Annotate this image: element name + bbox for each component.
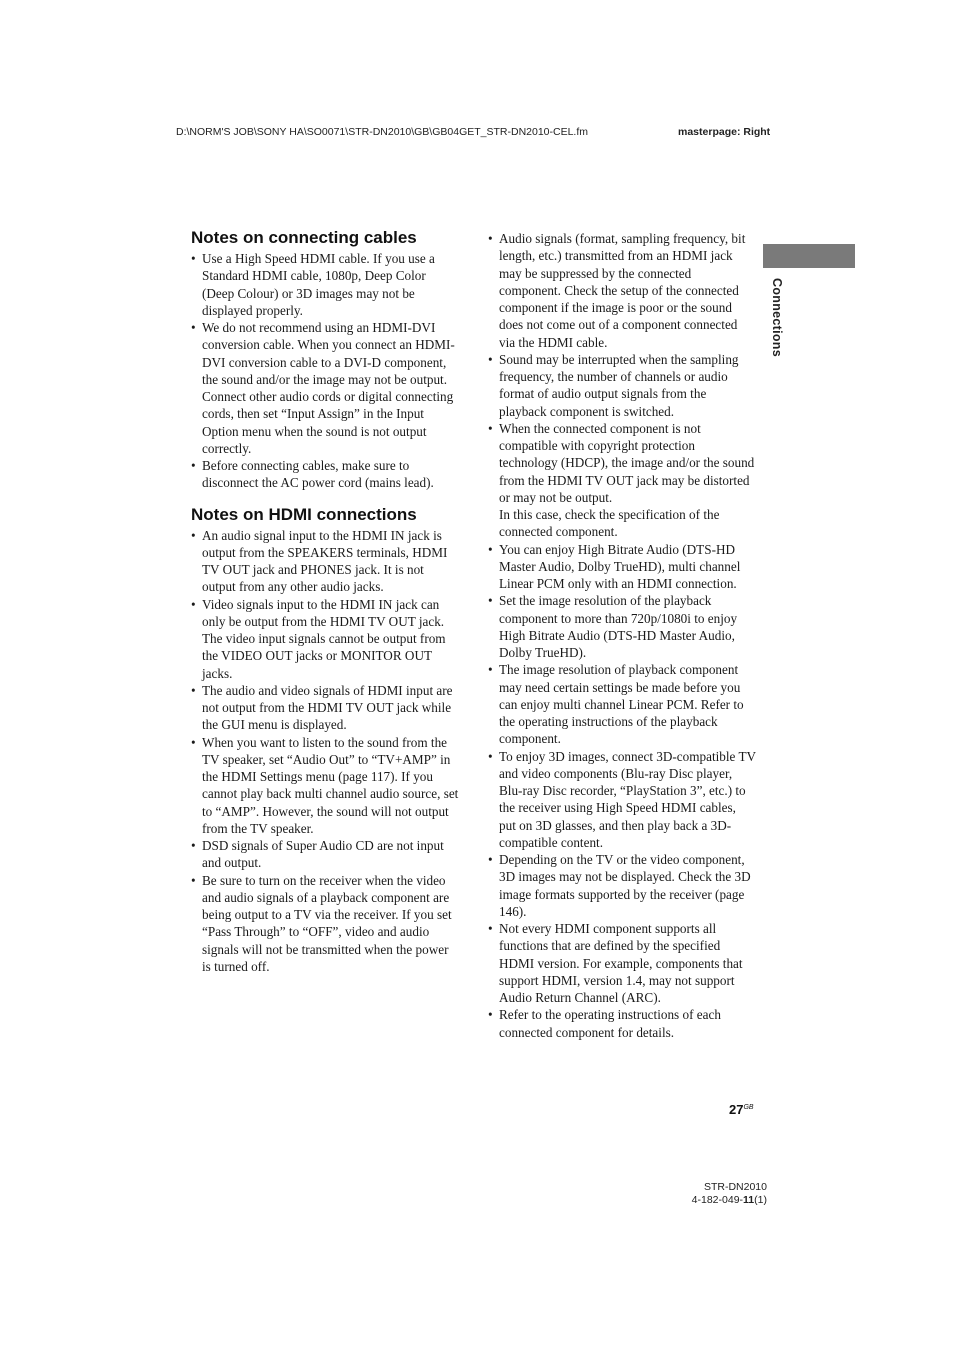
list-item: • Depending on the TV or the video component, 3D images may not be displayed. Check the 3D image formats supported by the receiver (page 146). <box>488 851 756 920</box>
list-item: • Be sure to turn on the receiver when the video and audio signals of a playback component are being output to a TV via the receiver. If you set “Pass Through” to “OFF”, video and audio signals will not be transmitted when the power is turned off. <box>191 872 459 976</box>
footer-model-info <box>692 1181 767 1207</box>
list-item: • The image resolution of playback component may need certain settings be made before you can enjoy multi channel Linear PCM. Refer to the operating instructions of the playback component. <box>488 661 756 747</box>
list-item: • An audio signal input to the HDMI IN jack is output from the SPEAKERS terminals, HDMI TV OUT jack and PHONES jack. It is not output from any other audio jacks. <box>191 527 459 596</box>
file-path-header: D:\NORM'S JOB\SONY HA\SO0071\STR-DN2010\GB\GB04GET_STR-DN2010-CEL.fm <box>176 126 589 138</box>
footer-code <box>692 1194 767 1207</box>
footer-code-bold: 11 <box>743 1194 755 1206</box>
page-number-suffix: GB <box>743 1104 754 1111</box>
right-column <box>488 230 756 1041</box>
list-item: • Sound may be interrupted when the sampling frequency, the number of channels or audio format of audio output signals from the playback component is switched. <box>488 351 756 420</box>
list-item: • Set the image resolution of the playback component to more than 720p/1080i to enjoy High Bitrate Audio (DTS-HD Master Audio, Dolby TrueHD). <box>488 592 756 661</box>
connecting-cables-list <box>191 250 459 492</box>
list-item: • We do not recommend using an HDMI-DVI conversion cable. When you connect an HDMI-DVI conversion cable to a DVI-D component, the sound and/or the image may not be output. Connect other audio cords or digital connecting cords, then set “Input Assign” in the Input Option menu when the sound is not output correctly. <box>191 319 459 457</box>
section-title-hdmi-connections: Notes on HDMI connections <box>191 504 417 524</box>
list-item: • You can enjoy High Bitrate Audio (DTS-HD Master Audio, Dolby TrueHD), multi channel Linear PCM only with an HDMI connection. <box>488 541 756 593</box>
hdmi-notes-continued-list <box>488 230 756 1041</box>
list-item: • Use a High Speed HDMI cable. If you use a Standard HDMI cable, 1080p, Deep Color (Deep Colour) or 3D images may not be displayed properly. <box>191 250 459 319</box>
section-title-connecting-cables: Notes on connecting cables <box>191 228 417 247</box>
section-tab-label: Connections <box>770 278 784 357</box>
list-item: • Video signals input to the HDMI IN jack can only be output from the HDMI TV OUT jack. The video input signals cannot be output from the VIDEO OUT jacks or MONITOR OUT jacks. <box>191 596 459 682</box>
list-item: • Not every HDMI component supports all functions that are defined by the specified HDMI version. For example, components that support HDMI, version 1.4, may not support Audio Return Channel (ARC). <box>488 920 756 1006</box>
page-number <box>729 1102 754 1117</box>
list-item: • Audio signals (format, sampling frequency, bit length, etc.) transmitted from an HDMI jack may be suppressed by the connected component. Check the setup of the connected component if the image is poor or the sound does not come out of a component connected via the HDMI cable. <box>488 230 756 351</box>
list-item: • Before connecting cables, make sure to disconnect the AC power cord (mains lead). <box>191 457 459 492</box>
hdmi-connections-list <box>191 527 459 976</box>
hdcp-note-followup: In this case, check the specification of the connected component. <box>499 507 720 540</box>
left-column <box>191 228 459 975</box>
list-item: • DSD signals of Super Audio CD are not input and output. <box>191 837 459 872</box>
hdcp-note-text: When the connected component is not compatible with copyright protection technology (HDCP), the image and/or the sound from the HDMI TV OUT jack may be distorted or may not be output. <box>499 420 755 505</box>
list-item: • When you want to listen to the sound from the TV speaker, set “Audio Out” to “TV+AMP” in the HDMI Settings menu (page 117). If you cannot play back multi channel audio source, set to “AMP”. However, the sound will not output from the TV speaker. <box>191 734 459 838</box>
list-item <box>488 420 756 541</box>
page-number-value: 27 <box>729 1102 744 1117</box>
list-item: • Refer to the operating instructions of each connected component for details. <box>488 1006 756 1041</box>
footer-code-suffix: (1) <box>754 1194 767 1206</box>
footer-model: STR-DN2010 <box>703 1181 767 1193</box>
list-item: • To enjoy 3D images, connect 3D-compatible TV and video components (Blu-ray Disc player, Blu-ray Disc recorder, “PlayStation 3”, etc.) to the receiver using High Speed HDMI cables, put on 3D glasses, and then play back a 3D-compatible content. <box>488 748 756 852</box>
list-item: • The audio and video signals of HDMI input are not output from the HDMI TV OUT jack while the GUI menu is displayed. <box>191 682 459 734</box>
section-tab-bar <box>763 244 855 268</box>
footer-code-prefix: 4-182-049- <box>691 1194 744 1206</box>
masterpage-label: masterpage: Right <box>678 126 771 138</box>
